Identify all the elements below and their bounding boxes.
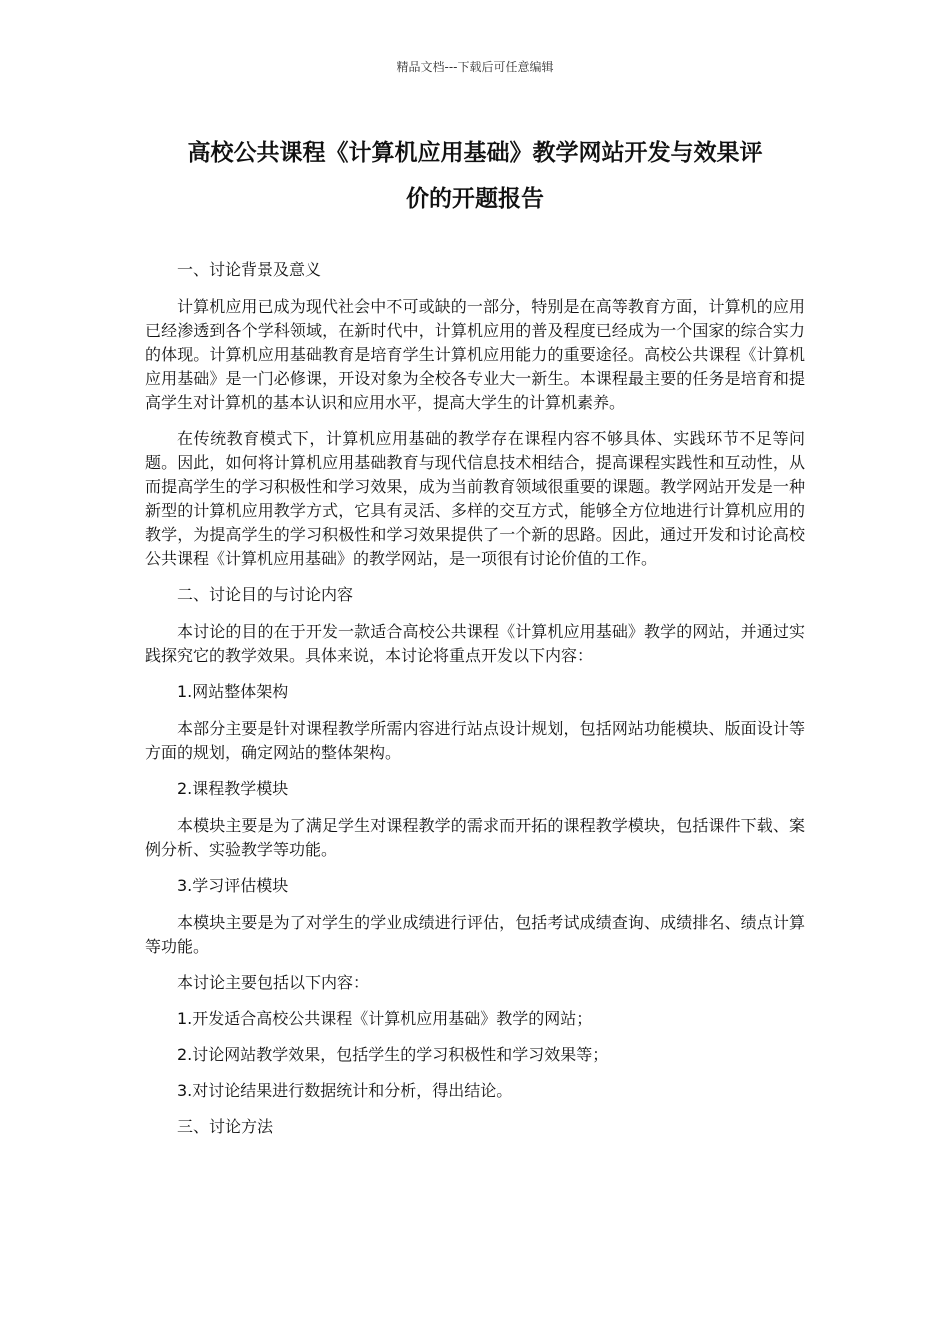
- section-heading-purpose: 二、讨论目的与讨论内容: [177, 585, 354, 604]
- title-line-1: 高校公共课程《计算机应用基础》教学网站开发与效果评: [187, 140, 763, 166]
- paragraph-background-1: 计算机应用已成为现代社会中不可或缺的一部分，特别是在高等教育方面，计算机的应用已经渗透到各个学科领域，在新时代中，计算机应用的普及程度已经成为一个国家的综合实力的体现。计算机应用基础教育是培育学生计算机应用能力的重要途径。高校公共课程《计算机应用基础》是一门必修课，开设对象为全校各专业大一新生。本课程最主要的任务是培育和提高学生对计算机的基本认识和应用水平，提高大学生的计算机素养。: [145, 297, 805, 412]
- list-item-3: 3.对讨论结果进行数据统计和分析，得出结论。: [177, 1081, 513, 1100]
- title-line-2: 价的开题报告: [406, 186, 544, 212]
- list-item-2: 2.讨论网站教学效果，包括学生的学习积极性和学习效果等；: [177, 1045, 609, 1064]
- paragraph-purpose-intro: 本讨论的目的在于开发一款适合高校公共课程《计算机应用基础》教学的网站，并通过实践探究它的教学效果。具体来说，本讨论将重点开发以下内容：: [145, 622, 805, 665]
- paragraph-contents-intro: 本讨论主要包括以下内容：: [177, 973, 370, 992]
- document-title: [145, 130, 805, 222]
- paragraph-background-2: 在传统教育模式下，计算机应用基础的教学存在课程内容不够具体、实践环节不足等问题。因此，如何将计算机应用基础教育与现代信息技术相结合，提高课程实践性和互动性，从而提高学生的学习积极性和学习效果，成为当前教育领域很重要的课题。教学网站开发是一种新型的计算机应用教学方式，它具有灵活、多样的交互方式，能够全方位地进行计算机应用的教学，为提高学生的学习积极性和学习效果提供了一个新的思路。因此，通过开发和讨论高校公共课程《计算机应用基础》的教学网站，是一项很有讨论价值的工作。: [145, 429, 805, 568]
- subheading-teaching-module: 2.课程教学模块: [177, 779, 289, 798]
- subheading-evaluation-module: 3.学习评估模块: [177, 876, 289, 895]
- paragraph-teaching-module: 本模块主要是为了满足学生对课程教学的需求而开拓的课程教学模块，包括课件下载、案例分析、实验教学等功能。: [145, 816, 805, 859]
- paragraph-evaluation-module: 本模块主要是为了对学生的学业成绩进行评估，包括考试成绩查询、成绩排名、绩点计算等功能。: [145, 913, 805, 956]
- section-heading-methods: 三、讨论方法: [177, 1117, 274, 1136]
- section-heading-background: 一、讨论背景及意义: [177, 260, 322, 279]
- document-body: [145, 258, 805, 1152]
- list-item-1: 1.开发适合高校公共课程《计算机应用基础》教学的网站；: [177, 1009, 593, 1028]
- subheading-architecture: 1.网站整体架构: [177, 682, 289, 701]
- paragraph-architecture: 本部分主要是针对课程教学所需内容进行站点设计规划，包括网站功能模块、版面设计等方面的规划，确定网站的整体架构。: [145, 719, 805, 762]
- header-note: 精品文档---下载后可任意编辑: [396, 60, 554, 74]
